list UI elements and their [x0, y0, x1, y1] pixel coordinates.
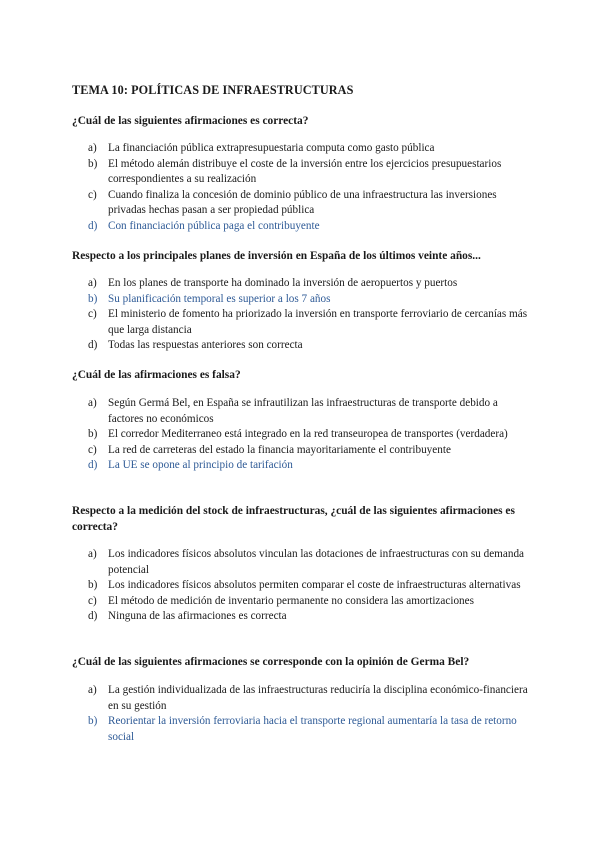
- option-letter: d): [88, 610, 98, 623]
- option-text: Ninguna de las afirmaciones es correcta: [108, 610, 287, 623]
- option-letter: b): [88, 157, 98, 170]
- option-text: Con financiación pública paga el contribuyente: [108, 219, 320, 232]
- option-item: [88, 609, 528, 625]
- question-2: Respecto a los principales planes de inversión en España de los últimos veinte años...: [72, 250, 481, 262]
- option-letter: c): [88, 188, 97, 201]
- option-item: [88, 683, 528, 714]
- option-item-correct: [88, 292, 528, 308]
- option-text: El corredor Mediterraneo está integrado en la red transeuropea de transportes (verdadera): [108, 428, 508, 441]
- option-text: La UE se opone al principio de tarifación: [108, 459, 293, 472]
- option-text: Cuando finaliza la concesión de dominio público de una infraestructura las inversiones privadas hechas pasan a ser propiedad pública: [108, 188, 497, 217]
- option-item: [88, 547, 528, 578]
- option-item: [88, 141, 528, 157]
- option-item: [88, 307, 528, 338]
- option-item: [88, 443, 528, 459]
- question-2-options: [88, 276, 528, 354]
- option-item: [88, 157, 528, 188]
- option-letter: a): [88, 548, 97, 560]
- question-1-options: [88, 141, 528, 235]
- option-item: [88, 396, 528, 427]
- option-letter: a): [88, 397, 97, 409]
- option-text: En los planes de transporte ha dominado la inversión de aeropuertos y puertos: [108, 277, 458, 289]
- option-item: [88, 188, 528, 219]
- option-letter: d): [88, 339, 98, 352]
- option-item: [88, 427, 528, 443]
- option-text: La financiación pública extrapresupuestaria computa como gasto pública: [108, 142, 435, 154]
- option-letter: c): [88, 594, 97, 607]
- option-letter: d): [88, 459, 98, 472]
- document-title: TEMA 10: POLÍTICAS DE INFRAESTRUCTURAS: [72, 83, 354, 97]
- option-text: Según Germá Bel, en España se infrautilizan las infraestructuras de transporte debido a factores no económicos: [108, 397, 498, 425]
- question-1: ¿Cuál de las siguientes afirmaciones es correcta?: [72, 115, 309, 127]
- option-text: El ministerio de fomento ha priorizado la inversión en transporte ferroviario de cercanías más que larga distancia: [108, 308, 528, 336]
- option-letter: d): [88, 219, 98, 232]
- option-letter: b): [88, 579, 98, 592]
- option-letter: a): [88, 684, 97, 696]
- question-5-options: [88, 683, 528, 745]
- option-letter: c): [88, 308, 97, 321]
- question-5: ¿Cuál de las siguientes afirmaciones se corresponde con la opinión de Germa Bel?: [72, 656, 470, 668]
- option-letter: c): [88, 443, 97, 456]
- option-item: [88, 578, 528, 594]
- option-item-correct: [88, 714, 528, 745]
- option-letter: b): [88, 715, 98, 728]
- question-3-options: [88, 396, 528, 474]
- option-text: Reorientar la inversión ferroviaria hacia el transporte regional aumentaría la tasa de retorno social: [108, 715, 517, 743]
- option-text: La red de carreteras del estado la financia mayoritariamente el contribuyente: [108, 443, 451, 456]
- option-text: Los indicadores físicos absolutos permiten comparar el coste de infraestructuras alternativas: [108, 579, 521, 592]
- option-item: [88, 338, 528, 354]
- question-4: Respecto a la medición del stock de infraestructuras, ¿cuál de las siguientes afirmaciones es correcta?: [72, 505, 515, 533]
- option-item: [88, 276, 528, 292]
- option-letter: b): [88, 428, 98, 441]
- question-4-options: [88, 547, 528, 625]
- option-item-correct: [88, 458, 528, 474]
- option-item: [88, 594, 528, 610]
- option-text: El método alemán distribuye el coste de la inversión entre los ejercicios presupuestarios correspondientes a su realización: [108, 157, 502, 186]
- question-3: ¿Cuál de las afirmaciones es falsa?: [72, 369, 241, 381]
- option-letter: a): [88, 277, 97, 289]
- option-item-correct: [88, 219, 528, 235]
- option-letter: b): [88, 292, 98, 305]
- option-text: El método de medición de inventario permanente no considera las amortizaciones: [108, 594, 474, 607]
- option-text: La gestión individualizada de las infraestructuras reduciría la disciplina económico-financiera en su gestión: [108, 684, 528, 712]
- option-letter: a): [88, 142, 97, 154]
- option-text: Su planificación temporal es superior a los 7 años: [108, 292, 331, 305]
- option-text: Los indicadores físicos absolutos vinculan las dotaciones de infraestructuras con su demanda potencial: [108, 548, 524, 576]
- option-text: Todas las respuestas anteriores son correcta: [108, 339, 303, 352]
